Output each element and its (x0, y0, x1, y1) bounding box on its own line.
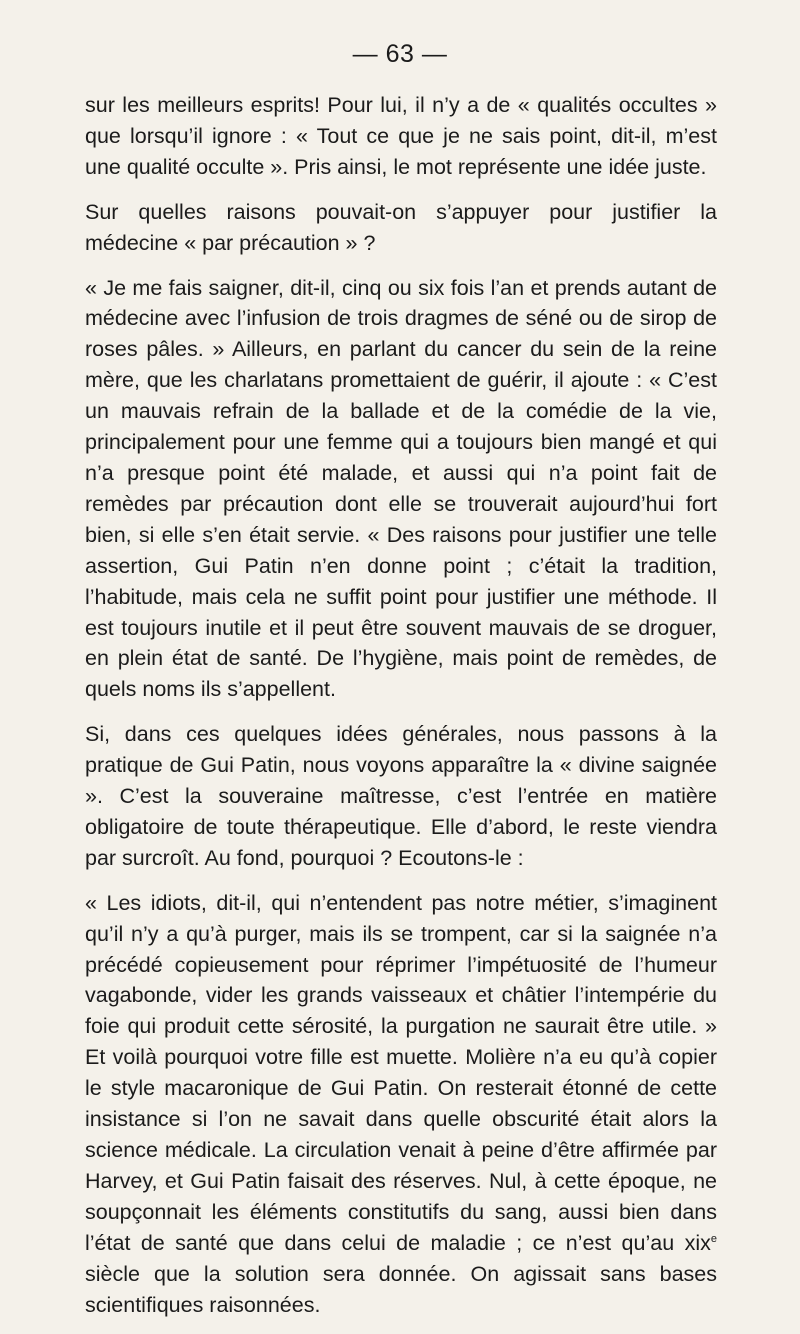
paragraph-5-text-start: « Les idiots, dit-il, qui n’entendent pas notre métier, s’imaginent qu’il n’y a qu’à purger, mais ils se trompent, car si la saignée n’a précédé copieusement pour réprimer l’impétuosité de l’humeur vagabonde, vider les grands vaisseaux et châtier l’intempérie du foie qui produit cette sérosité, la purgation ne saurait être utile. » Et voilà pourquoi votre fille est muette. Molière n’a eu qu’à copier le style macaronique de Gui Patin. On resterait étonné de cette insistance si l’on ne savait dans quelle obscurité était alors la science médicale. La circulation venait à peine d’être affirmée par Harvey, et Gui Patin faisait des réserves. Nul, à cette époque, ne soupçonnait les éléments constitutifs du sang, aussi bien dans l’état de santé que dans celui de maladie ; ce n’est qu’au xix (85, 890, 717, 1255)
paragraph-5-text-end: siècle que la solution sera donnée. On agissait sans bases scientifiques raisonnées. (85, 1261, 717, 1317)
paragraph-5 (85, 888, 717, 1321)
century-superscript: e (710, 1232, 717, 1245)
paragraph-2: Sur quelles raisons pouvait-on s’appuyer pour justifier la médecine « par précaution » ? (85, 199, 717, 255)
body-text (85, 90, 717, 1334)
paragraph-3: « Je me fais saigner, dit-il, cinq ou six fois l’an et prends autant de médecine avec l’infusion de trois dragmes de séné ou de sirop de roses pâles. » Ailleurs, en parlant du cancer du sein de la reine mère, que les charlatans promettaient de guérir, il ajoute : « C’est un mauvais refrain de la ballade et de la comédie de la vie, principalement pour une femme qui a toujours bien mangé et qui n’a presque point été malade, et aussi qui n’a point fait de remèdes par précaution dont elle se trouverait aujourd’hui fort bien, si elle s’en était servie. « Des raisons pour justifier une telle assertion, Gui Patin n’en donne point ; c’était la tradition, l’habitude, mais cela ne suffit point pour justifier une méthode. Il est toujours inutile et il peut être souvent mauvais de se droguer, en plein état de santé. De l’hygiène, mais point de remèdes, de quels noms ils s’appellent. (85, 275, 717, 702)
page-number: — 63 — (352, 40, 448, 68)
paragraph-1: sur les meilleurs esprits! Pour lui, il n’y a de « qualités occultes » que lorsqu’il ignore : « Tout ce que je ne sais point, dit-il, m’est une qualité occulte ». Pris ainsi, le mot représente une idée juste. (85, 93, 717, 179)
paragraph-4: Si, dans ces quelques idées générales, nous passons à la pratique de Gui Patin, nous voyons apparaître la « divine saignée ». C’est la souveraine maîtresse, c’est l’entrée en matière obligatoire de toute thérapeutique. Elle d’abord, le reste viendra par surcroît. Au fond, pourquoi ? Ecoutons-le : (85, 722, 717, 870)
